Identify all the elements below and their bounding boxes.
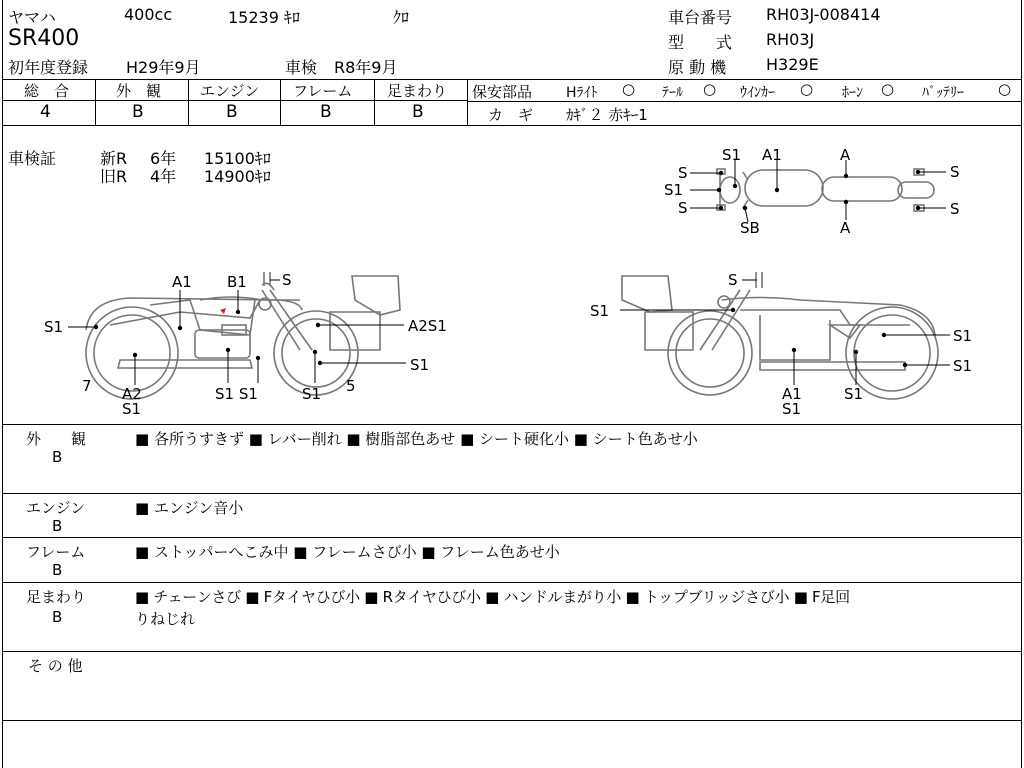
left-label-a2: A2 — [122, 385, 142, 403]
exterior-grade-label: 外 観 — [116, 82, 162, 100]
remarks-divider — [2, 493, 1022, 494]
left-label-a1: A1 — [172, 273, 192, 291]
engine-code-label: 原 動 機 — [668, 58, 727, 77]
safety-item-winker: ｳｲﾝｶｰ — [740, 85, 775, 101]
remarks-divider — [2, 537, 1022, 538]
left-label-s1-under: S1 — [122, 400, 142, 418]
model-type-value: RH03J — [766, 30, 815, 49]
top-label-s-right-2: S — [950, 200, 960, 218]
remark-exterior-grade: B — [52, 448, 63, 466]
shaken-new-year: 6年 — [150, 149, 177, 168]
shaken-new-km: 15100ｷﾛ — [204, 149, 271, 168]
remark-suspension-text-cont: りねじれ — [135, 610, 196, 628]
top-label-sb: SB — [740, 219, 760, 237]
left-label-s1-front: S1 — [410, 356, 430, 374]
overall-grade-label: 総 合 — [24, 82, 70, 100]
horn-ok-mark: ○ — [881, 80, 895, 98]
shaken-label: 車検証 — [8, 149, 57, 168]
left-label-s1-s1: S1 S1 — [215, 385, 258, 403]
exterior-grade-value: B — [132, 102, 144, 122]
top-label-s1: S1 — [722, 146, 742, 164]
top-label-s-left-1: S — [678, 164, 688, 182]
remark-exterior-label: 外 観 — [26, 430, 87, 448]
frame-number-label: 車台番号 — [668, 8, 733, 27]
first-registration-value: H29年9月 — [126, 58, 201, 77]
remark-suspension-label: 足まわり — [26, 588, 87, 606]
engine-grade-value: B — [226, 102, 238, 122]
right-label-s1-r2: S1 — [953, 357, 973, 375]
overall-grade-value: 4 — [40, 102, 51, 122]
right-label-s1-box: S1 — [590, 302, 610, 320]
left-label-a2s1: A2S1 — [408, 317, 447, 335]
safety-item-battery: ﾊﾞｯﾃﾘｰ — [922, 85, 964, 101]
remark-suspension-text: ■ チェーンさび ■ Fタイヤひび小 ■ Rタイヤひび小 ■ ハンドルまがり小 ■ トップブリッジさび小 ■ F足回 — [135, 588, 850, 606]
remark-frame-text: ■ ストッパーへこみ中 ■ フレームさび小 ■ フレーム色あせ小 — [135, 543, 560, 561]
winker-ok-mark: ○ — [800, 80, 814, 98]
remark-other-label: そ の 他 — [28, 657, 83, 675]
maker: ヤマハ — [8, 8, 56, 27]
right-label-a1: A1 — [782, 385, 802, 403]
shaken-old-year: 4年 — [150, 167, 177, 186]
first-registration-label: 初年度登録 — [8, 58, 89, 77]
top-label-s1-left: S1 — [664, 181, 684, 199]
key-value: ｶｷﾞ２ 赤ｷｰ1 — [566, 106, 648, 124]
leader-lines — [68, 160, 950, 385]
remarks-top — [2, 424, 1022, 425]
engine-grade-label: エンジン — [200, 82, 260, 100]
left-label-s: S — [282, 271, 292, 289]
mileage: 15239 ｷﾛ — [228, 8, 300, 27]
left-label-5: 5 — [346, 377, 356, 395]
shaken-old-label: 旧R — [100, 167, 128, 186]
safety-item-headlight: Hﾗｲﾄ — [566, 85, 598, 101]
headlight-ok-mark: ○ — [622, 80, 636, 98]
frame-number-value: RH03J-008414 — [766, 5, 881, 24]
suspension-grade-label: 足まわり — [387, 82, 448, 100]
displacement: 400cc — [124, 5, 173, 24]
damage-points — [94, 170, 920, 367]
safety-item-taillight: ﾃｰﾙ — [662, 85, 683, 101]
red-mark — [220, 308, 226, 314]
remarks-divider — [2, 582, 1022, 583]
remark-suspension-grade: B — [52, 608, 63, 626]
top-label-s-right-1: S — [950, 163, 960, 181]
model-name: SR400 — [8, 26, 80, 51]
left-label-s1-rear: S1 — [44, 318, 64, 336]
top-label-s-left-2: S — [678, 199, 688, 217]
engine-code-value: H329E — [766, 55, 819, 74]
remarks-divider — [2, 720, 1022, 721]
remark-frame-label: フレーム — [26, 543, 86, 561]
inspection-label: 車検 — [285, 58, 318, 77]
right-label-s1: S1 — [844, 385, 864, 403]
top-label-a-upper: A — [840, 146, 851, 164]
key-label: カ ギ — [488, 106, 534, 124]
left-label-b1: B1 — [227, 273, 247, 291]
frame-grade-label: フレーム — [293, 82, 353, 100]
shaken-old-km: 14900ｷﾛ — [204, 167, 271, 186]
remark-engine-label: エンジン — [26, 499, 86, 517]
left-label-s1-fork: S1 — [302, 385, 322, 403]
color: ｸﾛ — [393, 8, 410, 27]
left-label-7: 7 — [82, 377, 92, 395]
shaken-new-label: 新R — [100, 149, 128, 168]
model-type-label: 型 式 — [668, 33, 733, 52]
remark-engine-text: ■ エンジン音小 — [135, 499, 244, 517]
top-label-a1: A1 — [762, 146, 782, 164]
top-view-bike — [717, 169, 934, 211]
frame-grade-value: B — [320, 102, 332, 122]
top-label-a-lower: A — [840, 219, 851, 237]
suspension-grade-value: B — [412, 102, 424, 122]
remark-frame-grade: B — [52, 561, 63, 579]
taillight-ok-mark: ○ — [703, 80, 717, 98]
remarks-divider — [2, 651, 1022, 652]
inspection-value: R8年9月 — [334, 58, 398, 77]
right-label-s1-r1: S1 — [953, 327, 973, 345]
remark-engine-grade: B — [52, 517, 63, 535]
right-label-s: S — [728, 271, 738, 289]
remark-exterior-text: ■ 各所うすきず ■ レバー削れ ■ 樹脂部色あせ ■ シート硬化小 ■ シート色あせ小 — [135, 430, 698, 448]
safety-parts-label: 保安部品 — [472, 83, 533, 101]
battery-ok-mark: ○ — [998, 80, 1012, 98]
safety-item-horn: ﾎｰﾝ — [842, 85, 863, 101]
right-label-s1-under: S1 — [782, 400, 802, 418]
